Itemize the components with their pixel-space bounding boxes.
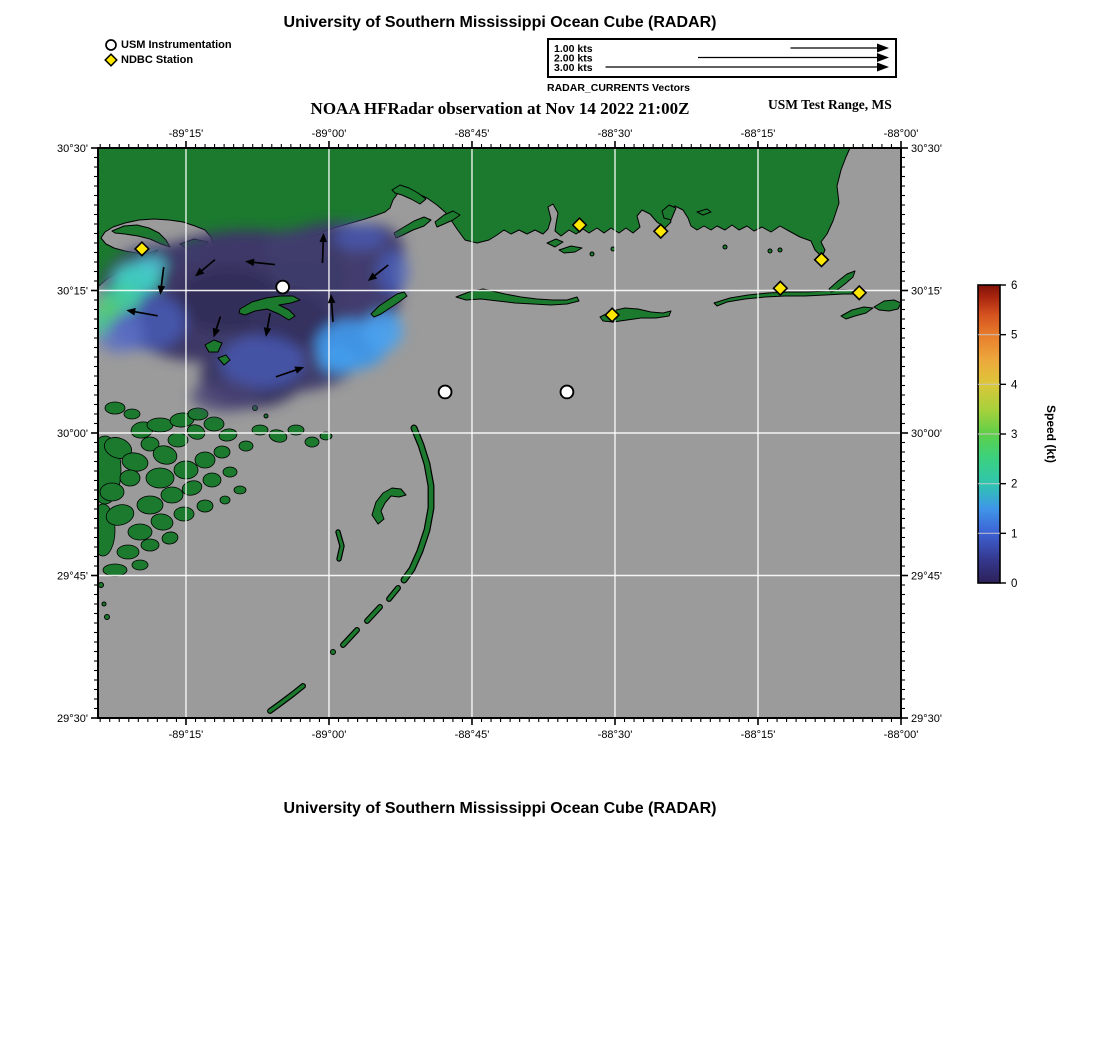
colorbar-tick-label: 4 xyxy=(1011,379,1018,392)
lon-tick-label: -88°00' xyxy=(883,729,919,741)
marsh-island xyxy=(214,446,230,458)
marsh-island xyxy=(132,560,148,570)
lat-tick-label: 30°15' xyxy=(57,285,88,298)
marsh-island xyxy=(195,452,215,468)
colorbar-tick-label: 1 xyxy=(1011,528,1018,541)
colorbar-tick-label: 2 xyxy=(1011,478,1018,491)
lon-tick-label: -88°30' xyxy=(597,729,633,741)
lat-tick-label: 29°30' xyxy=(911,713,942,725)
islet-dot xyxy=(105,615,110,620)
lon-tick-label: -88°15' xyxy=(740,128,776,140)
marsh-island xyxy=(168,433,188,447)
colorbar-axis-label: Speed (kt) xyxy=(1044,404,1058,464)
lon-tick-label: -89°00' xyxy=(311,729,347,741)
colorbar xyxy=(978,280,1058,590)
lon-tick-label: -88°30' xyxy=(597,128,633,140)
usm-instrument-marker xyxy=(439,386,452,399)
islet-dot xyxy=(102,602,106,606)
lat-tick-label: 29°45' xyxy=(57,570,88,583)
page-title-bottom: University of Southern Mississippi Ocean Cube (RADAR) xyxy=(283,800,717,817)
speed-blob xyxy=(90,308,110,336)
marsh-island xyxy=(305,437,319,447)
colorbar-tick-label: 6 xyxy=(1011,280,1018,292)
lon-tick-label: -88°00' xyxy=(883,128,919,140)
lon-tick-label: -88°45' xyxy=(454,729,490,741)
lon-tick-label: -89°15' xyxy=(168,729,204,741)
lat-tick-label: 30°00' xyxy=(57,428,88,440)
marsh-island xyxy=(128,524,152,540)
marsh-island xyxy=(197,500,213,512)
marsh-island xyxy=(120,470,140,486)
speed-blob xyxy=(220,336,304,388)
marsh-island xyxy=(203,473,221,487)
islet-dot xyxy=(331,650,336,655)
marsh-island xyxy=(117,545,139,559)
lat-tick-label: 30°00' xyxy=(911,428,942,440)
marsh-island xyxy=(141,539,159,551)
lat-tick-label: 30°15' xyxy=(911,285,942,298)
speed-blob xyxy=(318,346,358,374)
lat-tick-label: 30°30' xyxy=(911,143,942,155)
marsh-island xyxy=(174,507,194,521)
lat-tick-label: 30°30' xyxy=(57,143,88,155)
marsh-island xyxy=(188,408,208,420)
marsh-island xyxy=(161,487,183,503)
marsh-island xyxy=(220,496,230,504)
islet-dot xyxy=(590,252,594,256)
marsh-island xyxy=(100,483,124,501)
colorbar-tick-label: 5 xyxy=(1011,329,1018,342)
marsh-island xyxy=(234,486,246,494)
speed-blob xyxy=(334,224,386,250)
speed-blob xyxy=(265,229,335,263)
legend-label-ndbc: NDBC Station xyxy=(121,53,194,66)
marsh-island xyxy=(146,468,174,488)
marsh-island xyxy=(124,409,140,419)
vector-key-caption: RADAR_CURRENTS Vectors xyxy=(547,82,690,94)
marsh-island xyxy=(105,402,125,414)
vector-key-label: 2.00 kts xyxy=(554,52,593,65)
observation-subtitle: NOAA HFRadar observation at Nov 14 2022 21:00Z xyxy=(310,99,690,118)
islet-dot xyxy=(768,249,772,253)
lat-tick-label: 29°30' xyxy=(57,713,88,725)
lat-tick-label: 29°45' xyxy=(911,570,942,583)
marsh-island xyxy=(223,467,237,477)
islet-dot xyxy=(99,583,104,588)
colorbar-tick-label: 3 xyxy=(1011,429,1018,441)
lon-tick-label: -88°45' xyxy=(454,128,490,140)
usm-instrument-marker xyxy=(561,386,574,399)
speed-blob xyxy=(363,311,403,351)
region-label: USM Test Range, MS xyxy=(768,97,892,112)
islet-dot xyxy=(723,245,727,249)
lon-tick-label: -89°00' xyxy=(311,128,347,140)
marsh-island xyxy=(103,564,127,576)
marsh-island xyxy=(239,441,253,451)
colorbar-tick-label: 0 xyxy=(1011,578,1018,590)
speed-blob xyxy=(191,380,259,412)
page-title: University of Southern Mississippi Ocean Cube (RADAR) xyxy=(283,14,717,31)
marsh-island xyxy=(147,418,173,432)
islet-dot xyxy=(778,248,782,252)
lon-tick-label: -88°15' xyxy=(740,729,776,741)
vector-key-label: 1.00 kts xyxy=(554,43,593,55)
speed-blob xyxy=(377,250,409,294)
lon-tick-label: -89°15' xyxy=(168,128,204,140)
vector-key-label: 3.00 kts xyxy=(554,62,593,74)
marsh-island xyxy=(204,417,224,431)
islet-dot xyxy=(264,414,268,418)
legend-label-usm: USM Instrumentation xyxy=(121,38,232,51)
usm-instrument-marker xyxy=(276,281,289,294)
marsh-island xyxy=(137,496,163,514)
